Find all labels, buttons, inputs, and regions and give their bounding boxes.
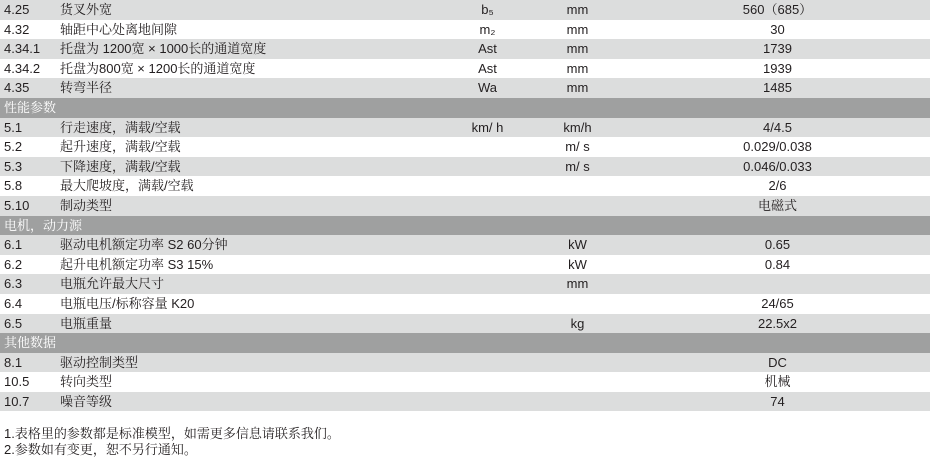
row-unit	[530, 392, 625, 412]
row-value: 22.5x2	[757, 315, 798, 331]
row-value: 0.84	[764, 256, 791, 272]
row-code: 4.35	[4, 80, 30, 96]
table-row	[0, 39, 930, 59]
row-value: 24/65	[761, 295, 794, 311]
row-unit: m/ s	[565, 139, 590, 155]
row-code: 6.3	[4, 276, 23, 292]
row-symbol	[440, 235, 535, 255]
row-code: 6.1	[4, 237, 23, 253]
row-unit: kW	[568, 237, 587, 253]
row-unit: kg	[570, 315, 585, 331]
row-name: 驱动控制类型	[60, 354, 139, 370]
row-symbol: Ast	[478, 41, 497, 57]
row-name: 转向类型	[60, 374, 113, 390]
row-symbol	[440, 392, 535, 412]
row-value	[630, 274, 925, 294]
row-symbol: m₂	[479, 21, 496, 37]
table-row	[0, 372, 930, 392]
row-code: 6.2	[4, 256, 23, 272]
row-symbol: Wa	[477, 80, 498, 96]
table-row	[0, 118, 930, 138]
table-row	[0, 274, 930, 294]
row-name: 托盘为 1200宽 × 1000长的通道宽度	[60, 41, 267, 57]
table-row	[0, 255, 930, 275]
table-row	[0, 235, 930, 255]
row-name: 制动类型	[60, 197, 113, 213]
footnote-1: 1.表格里的参数都是标准模型，如需更多信息请联系我们。	[4, 426, 340, 441]
row-name: 电瓶电压/标称容量 K20	[60, 295, 195, 311]
row-symbol	[440, 294, 535, 314]
row-symbol	[440, 372, 535, 392]
row-symbol	[440, 196, 535, 216]
row-name: 最大爬坡度，满载/空载	[60, 178, 194, 194]
row-name: 货叉外宽	[60, 2, 113, 17]
row-code: 5.1	[4, 119, 23, 135]
row-name: 驱动电机额定功率 S2 60分钟	[60, 237, 228, 253]
row-unit: km/h	[563, 119, 592, 135]
row-code: 6.5	[4, 315, 23, 331]
section-title: 其他数据	[4, 335, 57, 351]
section-title: 电机，动力源	[4, 217, 83, 233]
row-symbol: Ast	[478, 60, 497, 76]
row-value: 0.046/0.033	[743, 158, 812, 174]
table-row	[0, 59, 930, 79]
row-value: 0.65	[764, 237, 791, 253]
row-symbol	[440, 255, 535, 275]
row-value: 4/4.5	[763, 119, 792, 135]
section-header	[0, 98, 930, 118]
section-header	[0, 216, 930, 236]
row-code: 8.1	[4, 354, 23, 370]
row-unit: mm	[566, 276, 589, 292]
section-header	[0, 333, 930, 353]
row-code: 4.34.2	[4, 60, 41, 76]
table-row	[0, 20, 930, 40]
row-symbol: km/ h	[471, 119, 504, 135]
row-code: 5.2	[4, 139, 23, 155]
table-row	[0, 157, 930, 177]
row-code: 10.7	[4, 393, 30, 409]
table-row	[0, 392, 930, 412]
footnotes	[4, 426, 340, 458]
table-row	[0, 176, 930, 196]
row-code: 5.10	[4, 197, 30, 213]
row-value: 1939	[763, 60, 792, 76]
row-name: 行走速度，满载/空载	[60, 119, 181, 135]
row-name: 起升电机额定功率 S3 15%	[60, 256, 214, 272]
row-code: 4.25	[4, 2, 30, 17]
row-name: 噪音等级	[60, 393, 113, 409]
row-unit: mm	[566, 80, 589, 96]
row-code: 4.32	[4, 21, 30, 37]
row-unit	[530, 353, 625, 373]
row-unit	[530, 176, 625, 196]
table-row	[0, 78, 930, 98]
row-value: 电磁式	[757, 197, 797, 213]
row-unit	[530, 196, 625, 216]
row-name: 下降速度，满载/空载	[60, 158, 181, 174]
row-code: 4.34.1	[4, 41, 41, 57]
row-value: 1739	[763, 41, 792, 57]
table-row	[0, 0, 930, 20]
row-value: 0.029/0.038	[743, 139, 812, 155]
footnote-2: 2.参数如有变更，恕不另行通知。	[4, 442, 197, 457]
row-symbol	[440, 157, 535, 177]
table-row	[0, 196, 930, 216]
row-symbol	[440, 314, 535, 334]
row-value: 560（685）	[742, 2, 813, 17]
row-value: 2/6	[768, 178, 787, 194]
row-symbol	[440, 176, 535, 196]
table-row	[0, 353, 930, 373]
row-unit: m/ s	[565, 158, 590, 174]
row-code: 6.4	[4, 295, 23, 311]
row-name: 转弯半径	[60, 80, 113, 96]
row-unit: kW	[568, 256, 587, 272]
row-symbol	[440, 137, 535, 157]
row-unit: mm	[566, 41, 589, 57]
row-unit	[530, 294, 625, 314]
row-value: DC	[768, 354, 787, 370]
row-name: 轴距中心处离地间隙	[60, 21, 178, 37]
row-symbol	[440, 353, 535, 373]
row-symbol	[440, 274, 535, 294]
row-unit	[530, 372, 625, 392]
row-name: 托盘为800宽 × 1200长的通道宽度	[60, 60, 256, 76]
row-code: 10.5	[4, 374, 30, 390]
row-value: 74	[770, 393, 785, 409]
row-name: 电瓶重量	[60, 315, 113, 331]
row-code: 5.8	[4, 178, 23, 194]
row-code: 5.3	[4, 158, 23, 174]
row-value: 机械	[764, 374, 791, 390]
row-name: 电瓶允许最大尺寸	[60, 276, 165, 292]
table-row	[0, 314, 930, 334]
row-unit: mm	[566, 60, 589, 76]
table-row	[0, 294, 930, 314]
table-row	[0, 137, 930, 157]
row-unit: mm	[566, 21, 589, 37]
row-name: 起升速度，满载/空载	[60, 139, 181, 155]
row-unit: mm	[566, 2, 589, 17]
row-value: 30	[770, 21, 785, 37]
row-value: 1485	[763, 80, 792, 96]
section-title: 性能参数	[4, 99, 57, 115]
row-symbol: b₅	[481, 2, 494, 17]
